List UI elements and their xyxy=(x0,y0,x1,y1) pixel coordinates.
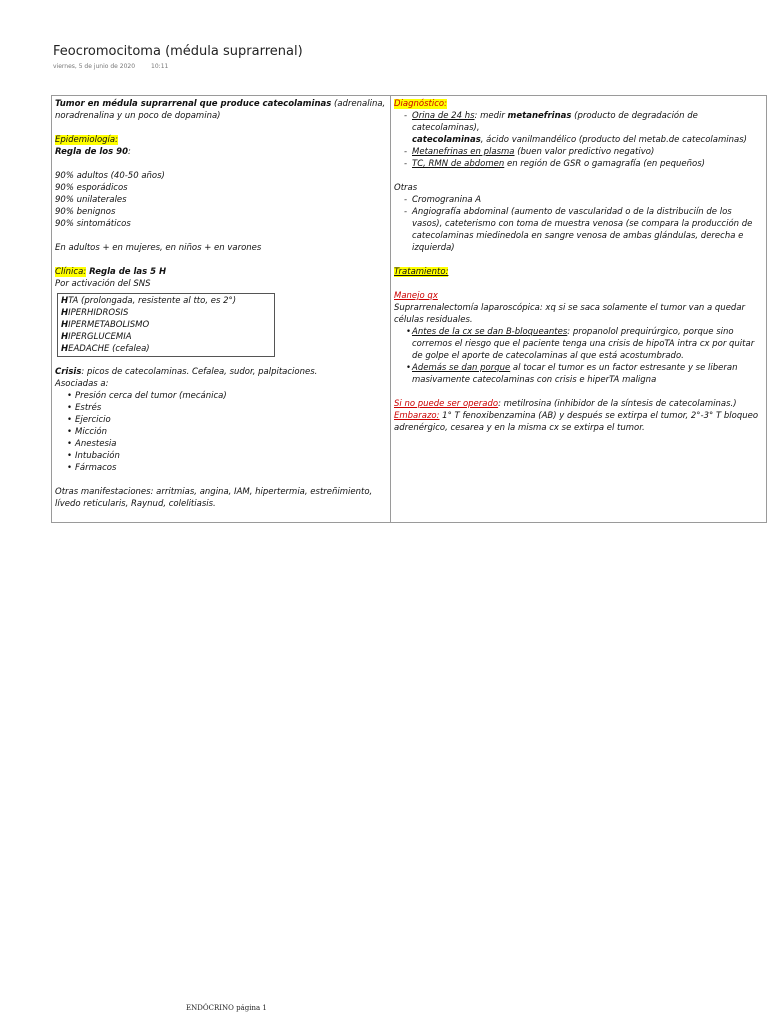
surgery-notes-list xyxy=(394,326,763,386)
five-h-line: HIPERHIDROSIS xyxy=(61,308,129,318)
list-item: • Estrés xyxy=(67,402,387,414)
list-item: - Angiografía abdominal (aumento de vascularidad o de la distribuciín de los vasos), cateterismo con toma de muestra venosa (se compara la producción de catecolaminas miedinedola en sangre venosa de ambas glándulas, derecha e izquierda) xyxy=(408,206,763,254)
intro-paragraph xyxy=(55,98,387,122)
list-item: - TC, RMN de abdomen en región de GSR o gamagrafía (en pequeños) xyxy=(408,158,763,170)
list-item: - Orina de 24 hs: medir metanefrinas (producto de degradación de catecolaminas), catecolaminas, ácido vanilmandélico (producto del metab.de catecolaminas) xyxy=(408,110,763,146)
page-date: viernes, 5 de junio de 2020 xyxy=(53,63,136,70)
surgical-heading xyxy=(394,290,763,302)
list-item: - Cromogranina A xyxy=(408,194,763,206)
surgical-label: Manejo qx xyxy=(394,291,438,301)
list-item: • Intubación xyxy=(67,450,387,462)
crisis-line xyxy=(55,366,387,378)
diagnosis-label: Diagnóstico: xyxy=(394,99,447,109)
epidemiology-label: Epidemiología: xyxy=(55,135,118,145)
pregnancy-line: Embarazo: 1° T fenoxibenzamina (AB) y después se extirpa el tumor, 2°-3° T bloqueo adrenérgico, cesarea y en la misma cx se extirpa el tumor. xyxy=(394,411,759,433)
inoperable-label: Si no puede ser operado xyxy=(394,399,499,409)
stat-line: 90% sintomáticos xyxy=(55,219,131,229)
right-column[interactable] xyxy=(391,96,766,522)
list-item: • Además se dan porque al tocar el tumor es un factor estresante y se liberan masivamente catecolaminas con crisis e hiperTA maligna xyxy=(412,362,763,386)
epidemiology-heading xyxy=(55,134,387,146)
treatment-heading xyxy=(394,266,763,278)
other-manifestations: Otras manifestaciones: arritmias, angina, IAM, hipertermia, estreñimiento, lívedo reticularis, Raynud, colelitiasis. xyxy=(55,487,373,509)
associated-label: Asociadas a: xyxy=(55,379,109,389)
diagnosis-heading xyxy=(394,98,763,110)
five-h-line: HTA (prolongada, resistente al tto, es 2°) xyxy=(61,296,237,306)
crisis-label: Crisis xyxy=(55,367,82,377)
rule-5h-label: Regla de las 5 H xyxy=(86,267,167,277)
list-item: • Anestesia xyxy=(67,438,387,450)
five-h-line: HIPERMETABOLISMO xyxy=(61,320,150,330)
list-item: • Fármacos xyxy=(67,462,387,474)
surgery-paragraph: Suprarrenalectomía laparoscópica: xq si se saca solamente el tumor van a quedar células residuales. xyxy=(394,303,746,325)
list-item: • Ejercicio xyxy=(67,414,387,426)
others-heading: Otras xyxy=(394,183,418,193)
clinical-label: Clínica: xyxy=(55,267,87,277)
stat-line: 90% esporádicos xyxy=(55,183,128,193)
clinical-heading xyxy=(55,266,387,278)
page-footer: ENDÓCRINO página 1 xyxy=(186,1004,267,1012)
rule-90-label: Regla de los 90 xyxy=(55,147,128,157)
crisis-trigger-list xyxy=(55,390,387,474)
list-item: • Presión cerca del tumor (mecánica) xyxy=(67,390,387,402)
list-item: - Metanefrinas en plasma (buen valor predictivo negativo) xyxy=(408,146,763,158)
adults-note: En adultos + en mujeres, en niños + en varones xyxy=(55,243,262,253)
five-h-line: HEADACHE (cefalea) xyxy=(61,344,150,354)
diagnosis-list xyxy=(394,110,763,170)
intro-bold: Tumor en médula suprarrenal que produce catecolaminas xyxy=(55,99,332,109)
left-column[interactable] xyxy=(52,96,391,522)
stat-line: 90% benignos xyxy=(55,207,116,217)
page-timestamp xyxy=(53,63,168,70)
others-list xyxy=(394,194,763,254)
pregnancy-label: Embarazo: xyxy=(394,411,440,421)
five-h-line: HIPERGLUCEMIA xyxy=(61,332,132,342)
inoperable-line: Si no puede ser operado: metilrosina (inhibidor de la síntesis de catecolaminas.) xyxy=(394,399,737,409)
page-title: Feocromocitoma (médula suprarrenal) xyxy=(53,44,303,59)
rule-90 xyxy=(55,146,387,158)
list-item: • Micción xyxy=(67,426,387,438)
note-table xyxy=(51,95,767,523)
sns-note: Por activación del SNS xyxy=(55,279,151,289)
stat-line: 90% unilaterales xyxy=(55,195,127,205)
rule-90-colon: : xyxy=(128,147,131,157)
intro-rest: (adrenalina, noradrenalina y un poco de dopamina) xyxy=(55,99,386,121)
stat-line: 90% adultos (40-50 años) xyxy=(55,171,165,181)
five-h-box xyxy=(57,293,275,357)
list-item: • Antes de la cx se dan B-bloqueantes: propanolol prequirúrgico, porque sino corremos el riesgo que el paciente tenga una crisis de hipoTA intra cx por quitar de golpe el aporte de catecolaminas al que está acostumbrado. xyxy=(412,326,763,362)
page-time: 10:11 xyxy=(151,63,169,70)
crisis-text: : picos de catecolaminas. Cefalea, sudor, palpitaciones. xyxy=(81,367,318,377)
treatment-label: Tratamiento: xyxy=(394,267,449,277)
